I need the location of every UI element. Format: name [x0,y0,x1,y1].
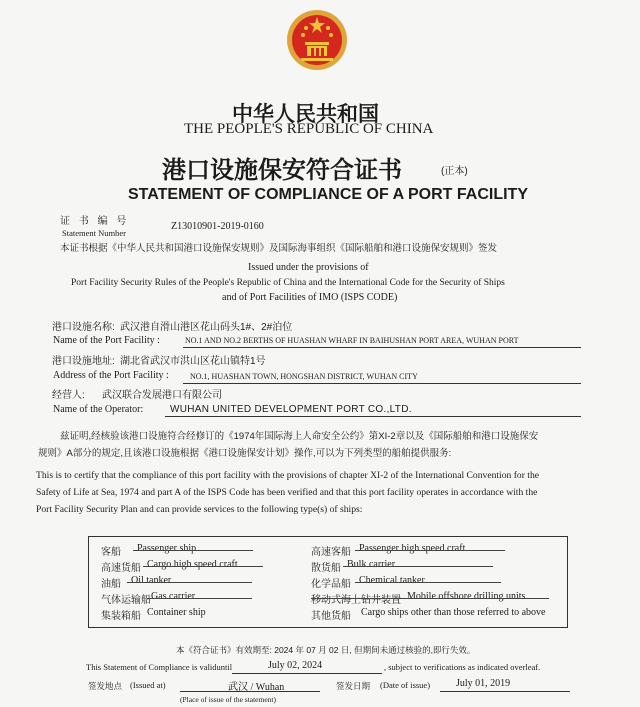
title-en: STATEMENT OF COMPLIANCE OF A PORT FACILITY [128,186,528,203]
facility-address-en-label: Address of the Port Facility : [53,370,169,381]
country-name-en: THE PEOPLE'S REPUBLIC OF CHINA [184,121,434,137]
issue-place-cn: 签发地点 [88,681,123,691]
statement-number-label-cn: 证 书 编 号 [60,216,130,227]
facility-address-cn-label: 港口设施地址: [52,356,115,367]
issued-under-cn: 本证书根据《中华人民共和国港口设施保安规则》及国际海事组织《国际船舶和港口设施保安规则》签发 [60,243,498,254]
strike-line [343,566,493,567]
ship-left-3-en: Gas carrier [151,591,196,602]
ship-right-0-cn: 高速客船 [311,547,351,558]
ship-left-0-cn: 客船 [101,547,121,558]
certify-cn-line-1: 兹证明,经核验该港口设施符合经修订的《1974年国际海上人命安全公约》第XI-2章以及《国际船舶和港口设施保安 [60,431,539,442]
certify-en-line-3: Port Facility Security Plan and can provide services to the following type(s) of ships: [36,504,363,515]
ship-right-1-cn: 散货船 [311,563,341,574]
ship-types-box [88,536,568,628]
operator-cn-label: 经营人: [52,390,85,401]
certify-en-line-1: This is to certify that the compliance of this port facility with the provisions of chapter XI-2 of the International Convention for the [36,470,540,481]
ship-right-0-en: Passenger high speed craft [359,543,466,554]
ship-left-3-cn: 气体运输船 [101,595,151,606]
facility-address-cn-value: 湖北省武汉市洪山区花山镇特1号 [120,356,266,367]
strike-line [127,582,252,583]
strike-line [147,598,252,599]
issued-under-en-3: and of Port Facilities of IMO (ISPS CODE) [222,292,398,303]
ship-right-4-en: Cargo ships other than those referred to above [361,607,546,618]
statement-number-value: Z13010901-2019-0160 [171,221,264,232]
ship-left-1-cn: 高速货船 [101,563,141,574]
issue-date-value: July 01, 2019 [456,678,511,689]
strike-line [355,582,501,583]
ship-left-2-en: Oil tanker [131,575,172,586]
issue-date-en: (Date of issue) [380,680,431,690]
issue-place-en: (Issued at) [130,680,166,690]
issue-place-value: 武汉 / Wuhan [228,682,285,693]
operator-underline [165,416,581,417]
validity-en-label: This Statement of Compliance is validuntil [86,662,233,672]
strike-line [133,550,253,551]
facility-name-cn-value: 武汉港自滑山港区花山码头1#、2#泊位 [120,322,293,333]
certify-en-line-2: Safety of Life at Sea, 1974 and part A of the ISPS Code has been verified and that this port facility operates in accordance with the [36,487,538,498]
ship-left-4-en: Container ship [147,607,206,618]
validity-underline [232,673,382,674]
operator-cn-value: 武汉联合发展港口有限公司 [102,390,222,401]
title-cn-note: (正本) [441,166,468,177]
facility-address-underline [183,383,581,384]
facility-name-en-value: NO.1 AND NO.2 BERTHS OF HUASHAN WHARF IN BAIHUSHAN PORT AREA, WUHAN PORT [185,336,519,345]
country-name-cn: 中华人民共和国 [232,102,379,126]
title-cn: 港口设施保安符合证书 [162,156,402,184]
statement-number-label-en: Statement Number [62,228,126,238]
issue-date-underline [440,691,570,692]
issued-under-en-1: Issued under the provisions of [248,262,369,273]
strike-line [311,598,549,599]
ship-left-1-en: Cargo high speed craft [147,559,238,570]
operator-en-value: WUHAN UNITED DEVELOPMENT PORT CO.,LTD. [170,404,412,415]
ship-left-2-cn: 油船 [101,579,121,590]
strike-line [355,550,505,551]
ship-right-3-cn: 移动式海上钻井装置 [311,595,401,606]
certify-cn-line-2: 规则》A部分的规定,且该港口设施根据《港口设施保安计划》操作,可以为下列类型的船舶提供服务: [38,448,452,459]
ship-right-2-en: Chemical tanker [359,575,425,586]
issue-place-underline [180,691,320,692]
ship-right-4-cn: 其他货船 [311,611,351,622]
issue-date-cn: 签发日期 [336,681,371,691]
ship-right-3-en: Mobile offshore drilling units [407,591,526,602]
facility-name-en-label: Name of the Port Facility : [53,335,160,346]
ship-left-4-cn: 集装箱船 [101,611,141,622]
validity-en-value: July 02, 2024 [268,660,323,671]
issue-place-caption: (Place of issue of the statement) [180,695,277,704]
ship-left-0-en: Passenger ship [137,543,197,554]
facility-name-underline [183,347,581,348]
facility-address-en-value: NO.1, HUASHAN TOWN, HONGSHAN DISTRICT, WUHAN CITY [190,372,418,381]
operator-en-label: Name of the Operator: [53,404,144,415]
validity-cn: 本《符合证书》有效期至: 2024 年 07 月 02 日, 但期间未通过核验的,即行失效。 [176,645,476,655]
ship-right-1-en: Bulk carrier [347,559,396,570]
strike-line [143,566,263,567]
issued-under-en-2: Port Facility Security Rules of the People's Republic of China and the International Code for the Security of Ships [71,278,505,288]
facility-name-cn-label: 港口设施名称: [52,322,115,333]
national-emblem-icon [285,8,349,72]
ship-right-2-cn: 化学品船 [311,579,351,590]
validity-en-tail: , subject to verifications as indicated overleaf. [384,662,541,672]
